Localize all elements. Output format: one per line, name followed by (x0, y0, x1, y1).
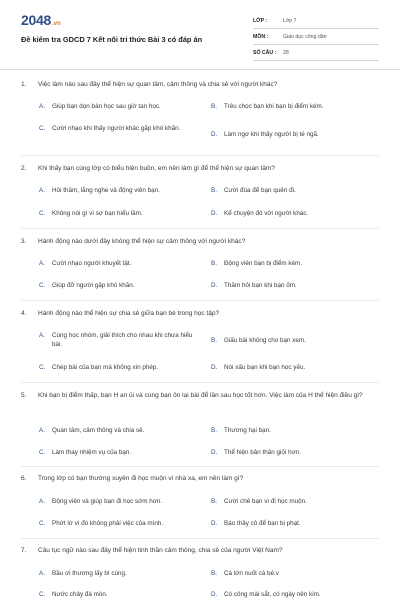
answer-option-a[interactable] (39, 331, 199, 349)
option-letter: A. (39, 570, 45, 577)
option-letter: B. (211, 187, 217, 194)
question-body: Hành động nào dưới đây không thể hiện sự cảm thông với người khác? (38, 238, 246, 245)
meta-value: Lớp 7 (283, 17, 297, 24)
option-letter: D. (211, 131, 218, 138)
question-number: 2. (21, 165, 27, 172)
option-letter: C. (39, 282, 46, 289)
answer-option-b[interactable] (211, 259, 381, 268)
option-text: Cười nhạo khi thấy người khác gặp khó khăn. (52, 125, 181, 132)
answer-option-c[interactable] (39, 448, 209, 457)
page-header (0, 0, 400, 70)
answer-option-d[interactable] (211, 519, 381, 528)
option-letter: B. (211, 337, 217, 344)
option-letter: A. (39, 427, 45, 434)
option-text: Làm thay nhiệm vụ của bạn. (52, 449, 132, 456)
answer-option-a[interactable] (39, 102, 209, 111)
answer-option-d[interactable] (211, 209, 381, 218)
option-text: Nói xấu bạn khi bạn học yếu. (224, 364, 306, 371)
option-text: Cá lớn nuốt cá bé.v (224, 570, 279, 577)
header-divider (0, 69, 400, 70)
answer-option-d[interactable] (211, 363, 381, 372)
option-text: Chép bài của bạn mà không xin phép. (52, 364, 159, 371)
option-text: Cùng học nhóm, giải thích cho nhau khi chưa hiểu bài. (52, 332, 193, 348)
answer-option-c[interactable] (39, 124, 189, 133)
question-number: 5. (21, 392, 27, 399)
option-letter: A. (39, 332, 45, 339)
option-letter: C. (39, 520, 46, 527)
meta-value: 28 (283, 49, 289, 56)
option-text: Động viên bạn bị điểm kém. (224, 260, 303, 267)
answer-option-c[interactable] (39, 209, 209, 218)
question-text (21, 391, 376, 400)
answer-option-c[interactable] (39, 363, 209, 372)
exam-title: Đề kiểm tra GDCD 7 Kết nối tri thức Bài 3 có đáp án (21, 35, 203, 44)
question-number: 1. (21, 81, 27, 88)
answer-option-c[interactable] (39, 590, 209, 599)
option-letter: C. (39, 364, 46, 371)
option-letter: D. (211, 449, 218, 456)
answer-option-b[interactable] (211, 497, 381, 506)
option-letter: D. (211, 282, 218, 289)
answer-option-c[interactable] (39, 519, 209, 528)
meta-label: LỚP : (253, 17, 268, 24)
logo-number: 2048 (21, 12, 51, 28)
meta-row-count (253, 45, 379, 61)
answer-option-b[interactable] (211, 102, 381, 111)
question-divider (21, 538, 379, 539)
answer-option-d[interactable] (211, 448, 381, 457)
option-letter: C. (39, 210, 46, 217)
question-number: 3. (21, 238, 27, 245)
site-logo[interactable] (21, 12, 61, 28)
answer-option-d[interactable] (211, 130, 381, 139)
option-letter: C. (39, 449, 46, 456)
option-text: Hỏi thăm, lắng nghe và động viên bạn. (52, 187, 160, 194)
answer-option-a[interactable] (39, 259, 209, 268)
question-text (21, 164, 376, 173)
meta-label: MÔN : (253, 33, 269, 40)
meta-label: SỐ CÂU : (253, 49, 277, 56)
option-text: Kể chuyện đó với người khác. (224, 210, 309, 217)
question-body: Khi bạn bị điểm thấp, bạn H an ủi và cùng bạn ôn lại bài để lần sau học tốt hơn. Việc làm của H thể hiện điều gì? (38, 392, 363, 399)
option-letter: B. (211, 498, 217, 505)
option-letter: D. (211, 591, 218, 598)
option-text: Giấu bài không cho bạn xem. (224, 337, 306, 344)
option-text: Thương hại bạn. (224, 427, 271, 434)
option-text: Không nói gì vì sợ bạn hiểu lầm. (52, 210, 143, 217)
answer-option-b[interactable] (211, 336, 381, 345)
option-letter: A. (39, 103, 45, 110)
question-text (21, 546, 376, 555)
option-text: Báo thầy cô để bạn bị phạt. (224, 520, 301, 527)
question-body: Hành động nào thể hiện sự chia sẻ giữa bạn bè trong học tập? (38, 310, 220, 317)
option-text: Có công mài sắt, có ngày nên kim. (224, 591, 321, 598)
question-divider (21, 466, 379, 467)
question-body: Câu tục ngữ nào sau đây thể hiện tinh thần cảm thông, chia sẻ của người Việt Nam? (38, 547, 283, 554)
question-number: 7. (21, 547, 27, 554)
option-text: Quan tâm, cảm thông và chia sẻ. (52, 427, 145, 434)
question-divider (21, 155, 379, 156)
answer-option-b[interactable] (211, 186, 381, 195)
option-text: Cười đùa để bạn quên đi. (224, 187, 296, 194)
meta-value: Giáo dục công dân (283, 33, 327, 40)
question-divider (21, 300, 379, 301)
question-text (21, 309, 376, 318)
answer-option-b[interactable] (211, 569, 381, 578)
answer-option-a[interactable] (39, 426, 209, 435)
answer-option-a[interactable] (39, 497, 209, 506)
answer-option-d[interactable] (211, 281, 381, 290)
option-letter: B. (211, 260, 217, 267)
option-letter: A. (39, 260, 45, 267)
question-text (21, 237, 376, 246)
option-text: Thăm hỏi bạn khi bạn ốm. (224, 282, 297, 289)
question-number: 4. (21, 310, 27, 317)
answer-option-a[interactable] (39, 569, 209, 578)
option-text: Phớt lờ vì đó không phải việc của mình. (52, 520, 164, 527)
answer-option-c[interactable] (39, 281, 209, 290)
option-letter: D. (211, 520, 218, 527)
logo-tld: .vn (51, 21, 61, 27)
option-text: Bầu ơi thương lấy bí cùng. (52, 570, 127, 577)
option-letter: D. (211, 210, 218, 217)
question-body: Việc làm nào sau đây thể hiện sự quan tâm, cảm thông và chia sẻ với người khác? (38, 81, 278, 88)
question-number: 6. (21, 475, 27, 482)
option-letter: D. (211, 364, 218, 371)
question-text (21, 474, 376, 483)
option-text: Nước chảy đá mòn. (52, 591, 108, 598)
option-text: Thể hiện bản thân giỏi hơn. (224, 449, 301, 456)
question-divider (21, 228, 379, 229)
meta-row-class (253, 13, 379, 29)
option-text: Giúp đỡ người gặp khó khăn. (52, 282, 135, 289)
exam-meta (253, 13, 379, 61)
option-letter: B. (211, 570, 217, 577)
option-text: Cười nhạo người khuyết tật. (52, 260, 132, 267)
option-letter: A. (39, 498, 45, 505)
option-text: Động viên và giúp bạn đi học sớm hơn. (52, 498, 163, 505)
option-letter: A. (39, 187, 45, 194)
option-text: Trêu chọc bạn khi bạn bị điểm kém. (224, 103, 324, 110)
option-letter: B. (211, 103, 217, 110)
question-body: Trong lớp có bạn thường xuyên đi học muộn vì nhà xa, em nên làm gì? (38, 475, 244, 482)
answer-option-a[interactable] (39, 186, 209, 195)
option-text: Cười chê bạn vì đi học muộn. (224, 498, 307, 505)
question-text (21, 80, 376, 89)
meta-row-subject (253, 29, 379, 45)
option-letter: B. (211, 427, 217, 434)
option-text: Giúp bạn dọn bàn học sau giờ tan học. (52, 103, 161, 110)
option-text: Làm ngơ khi thấy người bị té ngã. (224, 131, 319, 138)
answer-option-b[interactable] (211, 426, 381, 435)
option-letter: C. (39, 591, 46, 598)
question-divider (21, 382, 379, 383)
option-letter: C. (39, 125, 46, 132)
question-body: Khi thấy bạn cùng lớp có biểu hiện buồn, em nên làm gì để thể hiện sự quan tâm? (38, 165, 275, 172)
answer-option-d[interactable] (211, 590, 381, 599)
